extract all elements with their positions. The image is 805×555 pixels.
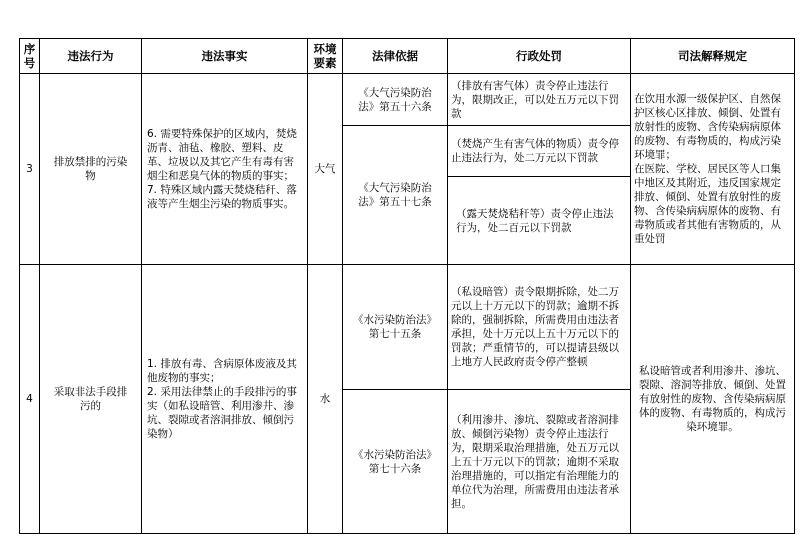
header-row (20, 39, 795, 74)
header-illegal-act: 违法行为 (40, 39, 142, 74)
header-admin-penalty: 行政处罚 (448, 39, 631, 74)
table-row (20, 265, 795, 390)
seq-cell: 4 (20, 265, 40, 534)
penalty-cell: （排放有害气体）责令停止违法行为，限期改正，可以处五万元以下罚款 (448, 74, 631, 126)
seq-cell: 3 (20, 74, 40, 265)
illegal-facts-cell: 6. 需要特殊保护的区域内，焚烧沥青、油毡、橡胶、塑料、皮革、垃圾以及其它产生有毒有害烟尘和恶臭气体的物质的事实； 7. 特殊区域内露天焚烧秸秆、落液等产生烟尘污染的物质事实。 (142, 74, 308, 265)
legal-basis-cell: 《水污染防治法》第七十六条 (343, 390, 448, 534)
judicial-interpretation-cell: 私设暗管或者利用渗井、渗坑、裂隙、溶洞等排放、倾倒、处置有放射性的废物、含传染病病原体的废物、有毒物质的，构成污染环境罪。 (631, 265, 795, 534)
env-element-cell: 大气 (308, 74, 343, 265)
header-env-element: 环境要素 (308, 39, 343, 74)
penalty-cell: （焚烧产生有害气体的物质）责令停止违法行为，处二万元以下罚款 (448, 126, 631, 177)
illegal-act-cell: 采取非法手段排污的 (40, 265, 142, 534)
judicial-interpretation-cell: 在饮用水源一级保护区、自然保护区核心区排放、倾倒、处置有放射性的废物、含传染病病原体的废物、有毒物质的，构成污染环境罪； 在医院、学校、居民区等人口集中地区及其附近，违反国家规定排放、倾倒、处置有放射性的废物、含传染病病原体的废物、有毒物质或者其他有害物质的，从重处罚 (631, 74, 795, 265)
regulation-table (19, 38, 795, 534)
legal-basis-cell: 《大气污染防治法》第五十七条 (343, 126, 448, 265)
env-element-cell: 水 (308, 265, 343, 534)
legal-basis-cell: 《水污染防治法》第七十五条 (343, 265, 448, 390)
penalty-cell: （利用渗井、渗坑、裂隙或者溶洞排放、倾倒污染物）责令停止违法行为，限期采取治理措施，处五万元以上五十万元以下的罚款；逾期不采取治理措施的，可以指定有治理能力的单位代为治理，所需费用由违法者承担。 (448, 390, 631, 534)
table-row (20, 74, 795, 126)
header-legal-basis: 法律依据 (343, 39, 448, 74)
header-judicial-interpretation: 司法解释规定 (631, 39, 795, 74)
header-illegal-facts: 违法事实 (142, 39, 308, 74)
penalty-cell: （露天焚烧秸秆等）责令停止违法行为，处二百元以下罚款 (448, 177, 631, 265)
illegal-act-cell: 排放禁排的污染物 (40, 74, 142, 265)
header-seq: 序号 (20, 39, 40, 74)
illegal-facts-cell: 1. 排放有毒、含病原体废液及其他废物的事实； 2. 采用法律禁止的手段排污的事实（如私设暗管、利用渗井、渗坑、裂隙或者溶洞排放、倾倒污染物） (142, 265, 308, 534)
penalty-cell: （私设暗管）责令限期拆除，处二万元以上十万元以下的罚款；逾期不拆除的，强制拆除，所需费用由违法者承担，处十万元以上五十万元以下的罚款；严重情节的，可以提请县级以上地方人民政府责令停产整顿 (448, 265, 631, 390)
legal-basis-cell: 《大气污染防治法》第五十六条 (343, 74, 448, 126)
